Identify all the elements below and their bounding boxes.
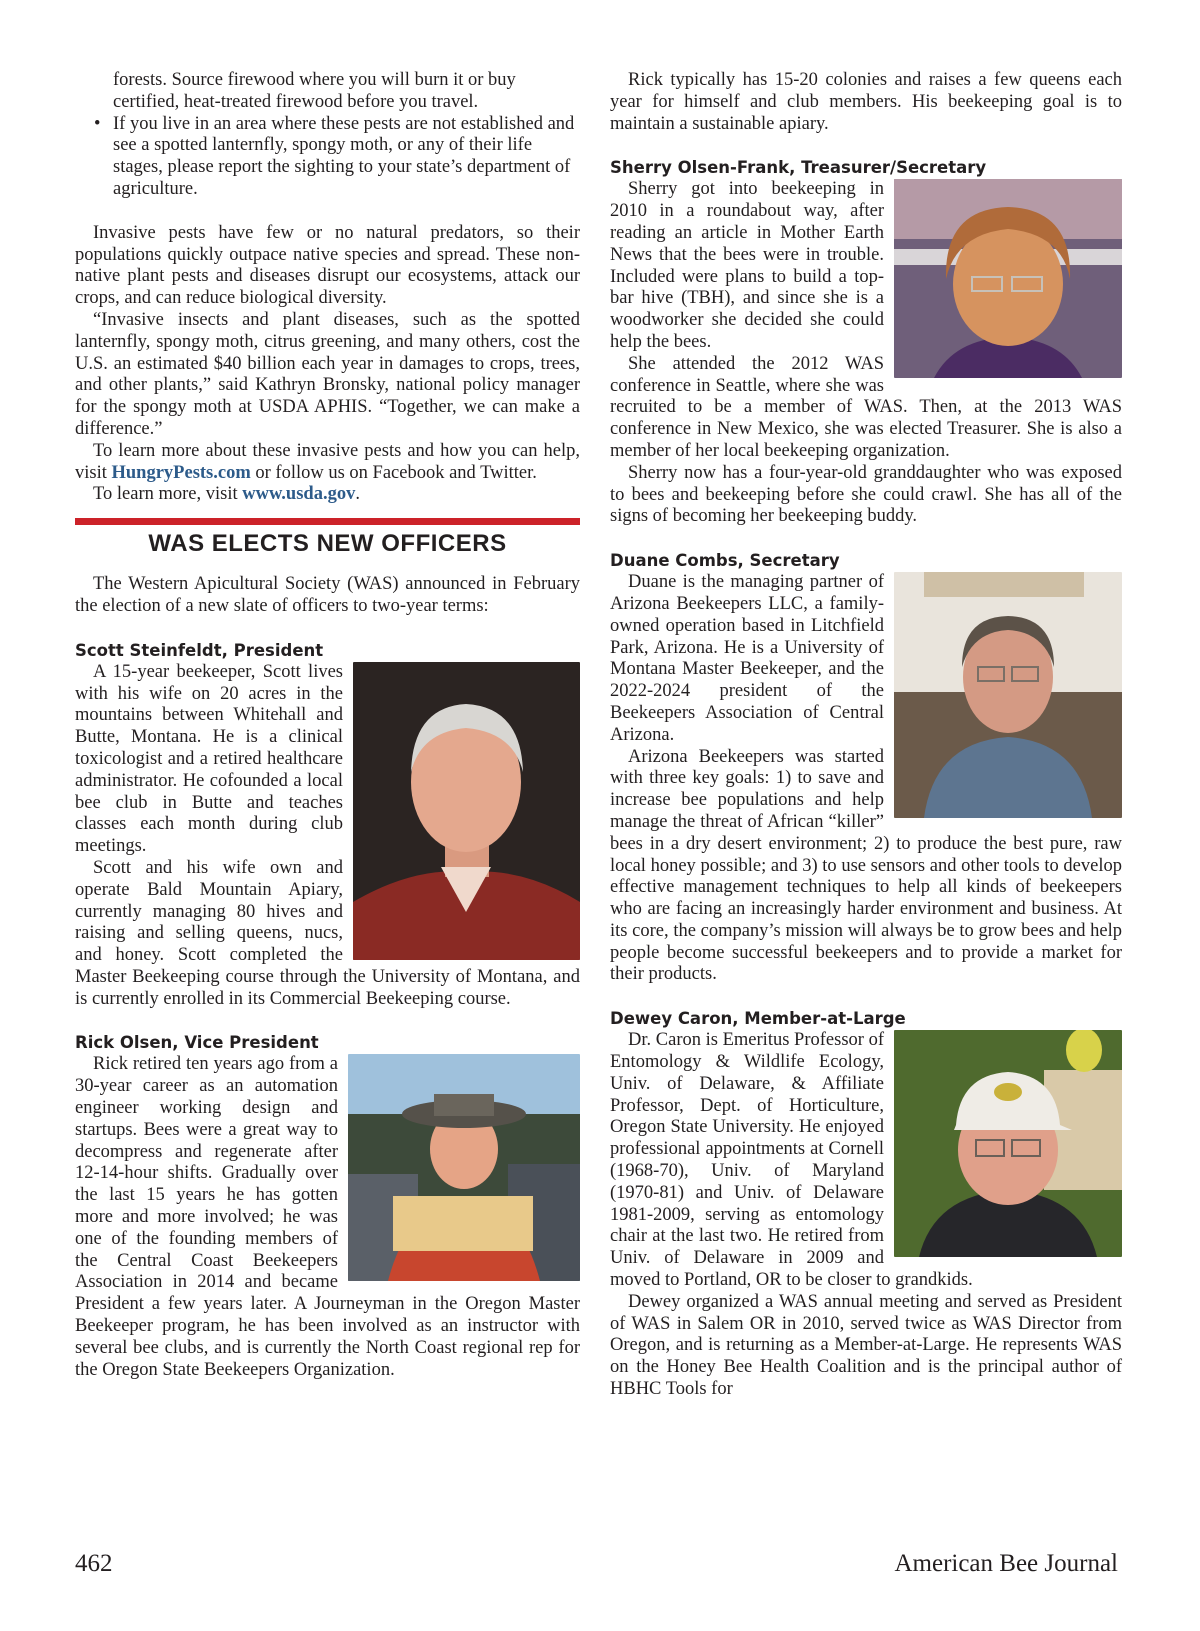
officer-heading: Dewey Caron, Member-at-Large	[610, 1009, 906, 1029]
sherry-photo	[894, 179, 1122, 378]
usda-link[interactable]: www.usda.gov	[242, 484, 356, 505]
page-number: 462	[75, 1550, 113, 1577]
section-divider	[75, 518, 580, 525]
paragraph: Arizona Beekeepers was started with three key goals: 1) to save and increase bee populations and help manage the threat of African “killer” bees in a dry desert environment; 2) to produce the best pure, raw local honey possible; and 3) to use sensors and other tools to develop effective management techniques to help all kinds of beekeepers who are facing an increasingly harder environment and business. At its core, the company’s mission will always be to grow bees and help people become successful beekeepers and to provide a market for their products.	[610, 746, 1122, 985]
scott-photo	[353, 662, 580, 960]
paragraph: To learn more about these invasive pests and how you can help, visit HungryPests.com or follow us on Facebook and Twitter.	[75, 440, 580, 483]
paragraph: Invasive pests have few or no natural predators, so their populations quickly outpace native species and spread. These non-native plant pests and diseases disrupt our ecosystems, attack our crops, and can reduce biological diversity.	[75, 222, 580, 309]
paragraph: She attended the 2012 WAS conference in Seattle, where she was recruited to be a member of WAS. Then, at the 2013 WAS conference in New Mexico, she was elected Treasurer. She is also a member of her local beekeeping organization.	[610, 353, 1122, 461]
paragraph: A 15-year beekeeper, Scott lives with his wife on 20 acres in the mountains between Whitehall and Butte, Montana. He is a clinical toxicologist and a retired healthcare administrator. He cofounded a local bee club in Butte and teaches classes each month during club meetings.	[75, 661, 343, 857]
paragraph: “Invasive insects and plant diseases, such as the spotted lanternfly, spongy moth, citrus greening, and many others, cost the U.S. an estimated $40 billion each year in damages to crops, trees, and other plants,” said Kathryn Bronsky, national policy manager for the spongy moth at USDA APHIS. “Together, we can make a difference.”	[75, 309, 580, 439]
officer-heading: Scott Steinfeldt, President	[75, 640, 324, 660]
paragraph: Sherry now has a four-year-old granddaughter who was exposed to bees and beekeeping before she could crawl. She has all of the signs of becoming her beekeeping buddy.	[610, 462, 1122, 527]
paragraph: Scott and his wife own and operate Bald Mountain Apiary, currently managing 80 hives and raising and selling queens, nucs, and honey. Scott completed the Master Beekeeping course through the University of Montana, and is currently enrolled in its Commercial Beekeeping course.	[75, 857, 580, 1009]
paragraph: Dewey organized a WAS annual meeting and served as President of WAS in Salem OR in 2010, served twice as WAS Director from Oregon, and is returning as a Member-at-Large. He represents WAS on the Honey Bee Health Coalition and is the principal author of HBHC Tools for	[610, 1291, 1122, 1400]
bullet-icon: •	[94, 113, 101, 134]
officer-heading: Duane Combs, Secretary	[610, 551, 840, 571]
magazine-title: American Bee Journal	[894, 1550, 1118, 1577]
paragraph: The Western Apicultural Society (WAS) announced in February the election of a new slate of officers to two-year terms:	[75, 574, 580, 616]
paragraph: Sherry got into beekeeping in 2010 in a roundabout way, after reading an article in Mother Earth News that the bees were in trouble. Included were plans to build a top-bar hive (TBH), and since she is a woodworker she decided she could help the bees.	[610, 179, 884, 352]
paragraph: Rick typically has 15-20 colonies and raises a few queens each year for himself and club members. His beekeeping goal is to maintain a sustainable apiary.	[610, 70, 1122, 134]
paragraph: Dr. Caron is Emeritus Professor of Entomology & Wildlife Ecology, Univ. of Delaware, & Affiliate Professor, Dept. of Horticulture, Oregon State University. He enjoyed professional appointments at Cornell (1968-70), Univ. of Maryland (1970-81) and Univ. of Delaware 1981-2009, serving as entomology chair at the last two. He retired from Univ. of Delaware in 2009 and moved to Portland, OR to be closer to grandkids.	[610, 1030, 973, 1291]
paragraph: Duane is the managing partner of Arizona Beekeepers LLC, a family-owned operation based in Litchfield Park, Arizona. He is a University of Montana Master Beekeeper, and the 2022-2024 president of the Beekeepers Association of Central Arizona.	[610, 572, 884, 745]
officer-heading: Sherry Olsen-Frank, Treasurer/Secretary	[610, 158, 987, 178]
tips-list	[75, 70, 580, 201]
duane-photo	[894, 572, 1122, 818]
rick-photo	[348, 1054, 580, 1281]
paragraph: To learn more, visit www.usda.gov.	[93, 484, 360, 505]
officer-heading: Rick Olsen, Vice President	[75, 1033, 319, 1053]
hungrypests-link[interactable]: HungryPests.com	[111, 462, 251, 483]
list-item: • If you live in an area where these pests are not established and see a spotted lanternfly, spongy moth, or any of their life stages, please report the sighting to your state’s department of agriculture.	[94, 113, 575, 199]
right-column	[610, 70, 1122, 1401]
dewey-photo	[894, 1030, 1122, 1257]
list-item: forests. Source firewood where you will burn it or buy certified, heat-treated firewood before you travel.	[113, 70, 516, 112]
section-title: WAS ELECTS NEW OFFICERS	[148, 530, 507, 558]
left-column	[75, 70, 580, 1381]
paragraph: Rick retired ten years ago from a 30-year career as an automation engineer working design and startups. Bees were a great way to decompress and regenerate after 12-14-hour shifts. Gradually over the last 15 years he has gotten more and more involved; he was one of the founding members of the Central Coast Beekeepers Association in 2014 and became President a few years later. A Journeyman in the Oregon Master Beekeeper program, he has been involved as an instructor with several bee clubs, and is currently the North Coast regional rep for the Oregon State Beekeepers Organization.	[75, 1054, 580, 1380]
